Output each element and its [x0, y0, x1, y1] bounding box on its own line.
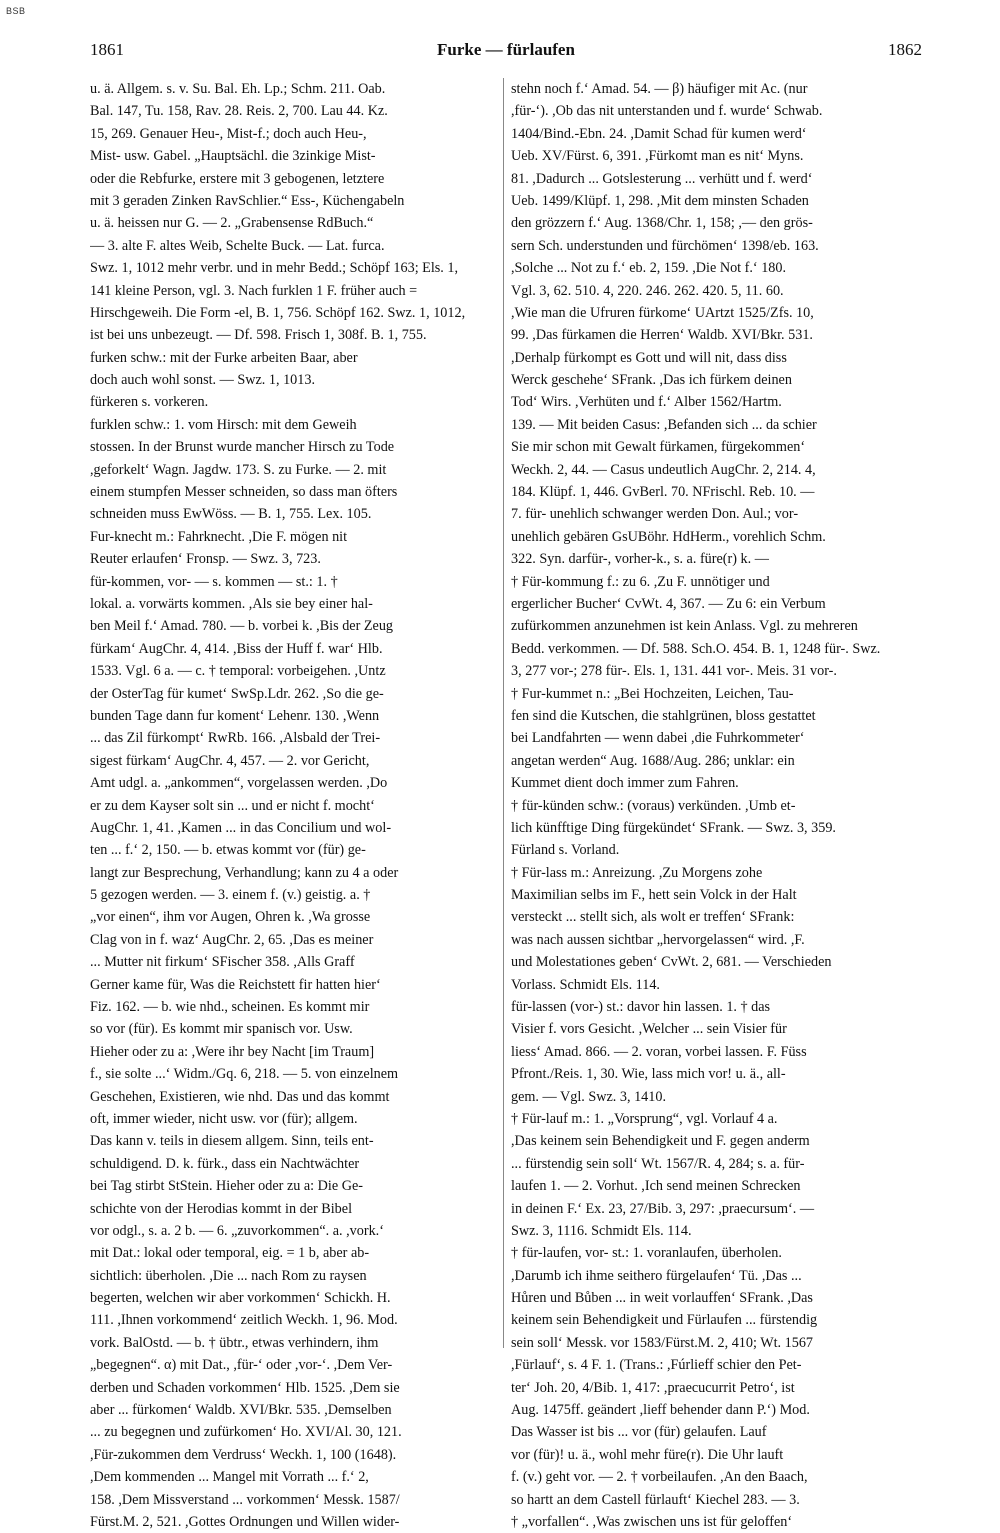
running-title: Furke — fürlaufen [437, 40, 575, 59]
text-line: mit 3 geraden Zinken RavSchlier.“ Ess-, Küchengabeln [90, 192, 405, 209]
text-line: den grözzern f.‘ Aug. 1368/Chr. 1, 158; ,— den grös- [511, 215, 813, 232]
text-line: fürkam‘ AugChr. 4, 414. ,Biss der Huff f. war‘ Hlb. [90, 640, 383, 657]
text-line: 184. Klüpf. 1, 446. GvBerl. 70. NFrischl. Reb. 10. — [511, 484, 815, 501]
text-line: und Molestationes geben‘ CvWt. 2, 681. — Verschieden [511, 954, 832, 971]
text-line: Amt udgl. a. „ankommen“, vorgelassen werden. ,Do [90, 775, 388, 792]
text-line: vor odgl., s. a. 2 b. — 6. „zuvorkommen“. a. ,vork.‘ [90, 1222, 384, 1239]
text-line: bei Tag stirbt StStein. Hieher oder zu a: Die Ge- [90, 1178, 363, 1195]
text-line: oft, immer wieder, nicht usw. vor (für); allgem. [90, 1110, 358, 1127]
text-line: 99. ,Das fürkamen die Herren‘ Waldb. XVI/Bkr. 531. [511, 327, 813, 344]
text-line: keinem sein Behendigkeit und Fürlaufen ... fürstendig [511, 1312, 818, 1329]
text-line: Das Wasser ist bis ... vor (für) gelaufen. Lauf [511, 1424, 767, 1441]
text-line: sern Sch. understunden und fürchömen‘ 1398/eb. 163. [511, 237, 819, 254]
text-line: ... das Zil fürkompt‘ RwRb. 166. ,Alsbald der Trei- [90, 730, 381, 747]
text-line: † Fur-kummet n.: „Bei Hochzeiten, Leichen, Tau- [511, 685, 794, 702]
text-line: ,für-‘). ,Ob das nit unterstanden und f. wurde‘ Schwab. [511, 103, 823, 120]
text-line: doch auch wohl sonst. — Swz. 1, 1013. [90, 372, 316, 389]
text-line: † für-laufen, vor- st.: 1. voranlaufen, überholen. [511, 1245, 782, 1262]
text-line: ist bei uns unbezeugt. — Df. 598. Frisch 1, 308f. B. 1, 755. [90, 327, 427, 344]
text-line: 111. ,Ihnen vorkommend‘ zeitlich Weckh. 1, 96. Mod. [90, 1312, 398, 1329]
text-line: bei Landfahrten — wenn dabei ,die Fuhrkommeter‘ [511, 730, 805, 747]
text-line: sigest fürkam‘ AugChr. 4, 457. — 2. vor Gericht, [90, 752, 370, 769]
text-line: stossen. In der Brunst wurde mancher Hirsch zu Tode [90, 439, 395, 456]
text-line: † Für-kommung f.: zu 6. ,Zu F. unnötiger und [511, 573, 770, 590]
right-column [511, 78, 922, 1533]
text-line: ,Dem kommenden ... Mangel mit Vorrath ... f.‘ 2, [90, 1469, 369, 1486]
text-line: „vor einen“, ihm vor Augen, Ohren k. ,Wa grosse [90, 909, 371, 926]
text-line: lokal. a. vorwärts kommen. ,Als sie bey einer hal- [90, 595, 373, 612]
text-line: 15, 269. Genauer Heu-, Mist-f.; doch auch Heu-, [90, 125, 367, 142]
text-line: vork. BalOstd. — b. † übtr., etwas verhindern, ihm [90, 1334, 379, 1351]
text-line: Tod‘ Wirs. ,Verhüten und f.‘ Alber 1562/Hartm. [511, 394, 782, 411]
text-line: der OsterTag für kumet‘ SwSp.Ldr. 262. ,So die ge- [90, 685, 384, 702]
text-line: was nach aussen sichtbar „hervorgelassen“ wird. ,F. [511, 931, 805, 948]
text-line: Kummet dient doch immer zum Fahren. [511, 775, 739, 792]
text-line: vor (für)! u. ä., wohl mehr füre(r). Die Uhr lauft [511, 1446, 784, 1463]
text-line: schneiden muss EwWöss. — B. 1, 755. Lex. 105. [90, 506, 372, 523]
text-line: ,geforkelt‘ Wagn. Jagdw. 173. S. zu Furke. — 2. mit [90, 461, 387, 478]
text-line: fürkeren s. vorkeren. [90, 394, 209, 411]
text-line: laufen 1. — 2. Vorhut. ,Ich send meinen Schrecken [511, 1178, 801, 1195]
text-line: bunden Tage dann fur koment‘ Lehenr. 130. ,Wenn [90, 707, 380, 724]
text-line: ,Das keinem sein Behendigkeit und F. gegen anderm [511, 1133, 810, 1150]
text-line: 1533. Vgl. 6 a. — c. † temporal: vorbeigehen. ,Untz [90, 663, 386, 680]
text-line: f. (v.) geht vor. — 2. † vorbeilaufen. ,An den Baach, [511, 1469, 808, 1486]
text-line: sein soll‘ Messk. vor 1583/Fürst.M. 2, 410; Wt. 1567 [511, 1334, 814, 1351]
text-line: Fur-knecht m.: Fahrknecht. ,Die F. mögen nit [90, 528, 348, 545]
text-line: Bal. 147, Tu. 158, Rav. 28. Reis. 2, 700. Lau 44. Kz. [90, 103, 388, 120]
text-line: angetan werden“ Aug. 1688/Aug. 286; unklar: ein [511, 752, 795, 769]
text-line: ergerlicher Bucher‘ CvWt. 4, 367. — Zu 6: ein Verbum [511, 595, 826, 612]
text-line: 322. Syn. darfür-, vorher-k., s. a. füre(r) k. — [511, 551, 769, 568]
text-line: 3, 277 vor-; 278 für-. Els. 1, 131. 441 vor-. Meis. 31 vor-. [511, 663, 837, 680]
text-line: furken schw.: mit der Furke arbeiten Baar, aber [90, 349, 358, 366]
text-line: 81. ,Dadurch ... Gotslesterung ... verhütt und f. werd‘ [511, 170, 813, 187]
text-line: Hirschgeweih. Die Form -el, B. 1, 756. Schöpf 162. Swz. 1, 1012, [90, 304, 466, 321]
text-line: so vor (für). Es kommt mir spanisch vor. Usw. [90, 1021, 353, 1038]
text-line: Gerner kame für, Was die Reichstett fir hatten hier‘ [90, 976, 381, 993]
text-line: Swz. 1, 1012 mehr verbr. und in mehr Bedd.; Schöpf 163; Els. 1, [90, 260, 459, 277]
text-line: so hartt an dem Castell fürlauft‘ Kiechel 283. — 3. [511, 1491, 800, 1508]
text-line: „begegnen“. α) mit Dat., ,für-‘ oder ,vor-‘. ,Dem Ver- [90, 1357, 393, 1374]
text-line: liess‘ Amad. 866. — 2. voran, vorbei lassen. F. Füss [511, 1043, 807, 1060]
page-number-right: 1862 [888, 40, 922, 59]
text-line: ,Darumb ich ihme seithero fürgelaufen‘ Tü. ,Das ... [511, 1267, 802, 1284]
text-line: 158. ,Dem Missverstand ... vorkommen‘ Messk. 1587/ [90, 1491, 400, 1508]
text-line: ,Für-zukommen dem Verdruss‘ Weckh. 1, 100 (1648). [90, 1446, 397, 1463]
left-column [90, 78, 501, 1533]
text-line: ... fürstendig sein soll‘ Wt. 1567/R. 4, 284; s. a. für- [511, 1155, 805, 1172]
page-number-left: 1861 [90, 40, 124, 59]
text-line: versteckt ... stellt sich, als wolt er treffen‘ SFrank: [511, 909, 795, 926]
text-line: u. ä. heissen nur G. — 2. „Grabensense RdBuch.“ [90, 215, 374, 232]
text-line: ... zu begegnen und zufürkomen‘ Ho. XVI/Al. 30, 121. [90, 1424, 402, 1441]
text-line: langt zur Besprechung, Verhandlung; kann zu 4 a oder [90, 864, 399, 881]
text-line: † für-künden schw.: (voraus) verkünden. ,Umb et- [511, 797, 796, 814]
text-line: für-kommen, vor- — s. kommen — st.: 1. † [90, 573, 338, 590]
text-line: Mist- usw. Gabel. „Hauptsächl. die 3zinkige Mist- [90, 148, 376, 165]
text-line: † „vorfallen“. ,Was zwischen uns ist für geloffen‘ [511, 1514, 793, 1530]
text-line: Fürland s. Vorland. [511, 842, 620, 859]
text-line: fen sind die Kutschen, die stahlgrünen, bloss gestattet [511, 707, 816, 724]
text-line: zufürkommen anzunehmen ist kein Anlass. Vgl. zu mehreren [511, 618, 858, 635]
text-line: Swz. 3, 1116. Schmidt Els. 114. [511, 1222, 692, 1239]
text-line: ten ... f.‘ 2, 150. — b. etwas kommt vor (für) ge- [90, 842, 366, 859]
text-line: einem stumpfen Messer schneiden, so dass man öfters [90, 484, 398, 501]
text-line: ,Derhalp fürkompt es Gott und will nit, dass diss [511, 349, 787, 366]
text-line: † Für-lass m.: Anreizung. ,Zu Morgens zohe [511, 864, 763, 881]
text-line: unehlich gebären GsUBöhr. HdHerm., vorehlich Schm. [511, 528, 826, 545]
text-line: AugChr. 1, 41. ,Kamen ... in das Concilium und wol- [90, 819, 392, 836]
text-line: Aug. 1475ff. geändert ,lieff behender dann P.‘) Mod. [511, 1402, 810, 1419]
text-line: ,Wie man die Ufruren fürkome‘ UArtzt 1525/Zfs. 10, [511, 304, 814, 321]
text-line: u. ä. Allgem. s. v. Su. Bal. Eh. Lp.; Schm. 211. Oab. [90, 81, 386, 97]
column-divider [503, 78, 504, 1348]
text-line: schuldigend. D. k. fürk., dass ein Nachtwächter [90, 1155, 360, 1172]
text-line: f., sie solte ...‘ Widm./Gq. 6, 218. — 5. von einzelnem [90, 1066, 399, 1083]
text-line: Bedd. verkommen. — Df. 588. Sch.O. 454. B. 1, 1248 für-. Swz. [511, 640, 881, 657]
text-line: Hůren und Bůben ... in weit vorlauffen‘ SFrank. ,Das [511, 1290, 813, 1307]
text-line: — 3. alte F. altes Weib, Schelte Buck. — Lat. furca. [90, 237, 385, 254]
text-line: sichtlich: überholen. ,Die ... nach Rom zu raysen [90, 1267, 367, 1284]
text-line: Visier f. vors Gesicht. ,Welcher ... sein Visier für [511, 1021, 787, 1038]
text-line: Hieher oder zu a: ,Were ihr bey Nacht [im Traum] [90, 1043, 375, 1060]
text-line: 1404/Bind.-Ebn. 24. ,Damit Schad für kumen werd‘ [511, 125, 807, 142]
text-line: Werck geschehe‘ SFrank. ,Das ich fürkem deinen [511, 372, 792, 389]
text-line: Fürst.M. 2, 521. ,Gottes Ordnungen und Willen wider- [90, 1514, 400, 1530]
library-stamp: BSB [6, 6, 26, 16]
text-line: 7. für- unehlich schwanger werden Don. Aul.; vor- [511, 506, 799, 523]
text-line: Sie mir schon mit Gewalt fürkamen, fürgekommen‘ [511, 439, 806, 456]
text-line: Ueb. XV/Fürst. 6, 391. ,Fürkomt man es nit‘ Myns. [511, 148, 804, 165]
text-line: schichte von der Herodias kommt in der Bibel [90, 1200, 353, 1217]
text-line: Vgl. 3, 62. 510. 4, 220. 246. 262. 420. 5, 11. 60. [511, 282, 784, 299]
text-line: mit Dat.: lokal oder temporal, eig. = 1 b, aber ab- [90, 1245, 370, 1262]
text-line: ... Mutter nit firkum‘ SFischer 358. ,Alls Graff [90, 954, 355, 971]
text-line: Ueb. 1499/Klüpf. 1, 298. ,Mit dem minsten Schaden [511, 192, 809, 209]
text-line: 141 kleine Person, vgl. 3. Nach furklen 1 F. früher auch = [90, 282, 418, 299]
text-line: † Für-lauf m.: 1. „Vorsprung“, vgl. Vorlauf 4 a. [511, 1110, 778, 1127]
text-line: Reuter erlaufen‘ Fronsp. — Swz. 3, 723. [90, 551, 321, 568]
text-line: oder die Rebfurke, erstere mit 3 gebogenen, letztere [90, 170, 385, 187]
page-header [90, 40, 922, 64]
text-line: er zu dem Kayser solt sin ... und er nicht f. mocht‘ [90, 797, 375, 814]
text-line: Fiz. 162. — b. wie nhd., scheinen. Es kommt mir [90, 999, 370, 1016]
text-line: 5 gezogen werden. — 3. einem f. (v.) geistig. a. † [90, 887, 371, 904]
text-line: Geschehen, Existieren, wie nhd. Das und das kommt [90, 1088, 390, 1105]
text-line: Pfront./Reis. 1, 30. Wie, lass mich vor! u. ä., all- [511, 1066, 786, 1083]
text-line: ter‘ Joh. 20, 4/Bib. 1, 417: ,praecucurrit Petro‘, ist [511, 1379, 795, 1396]
text-line: ben Meil f.‘ Amad. 780. — b. vorbei k. ,Bis der Zeug [90, 618, 394, 635]
text-line: stehn noch f.‘ Amad. 54. — β) häufiger mit Ac. (nur [511, 81, 808, 97]
text-line: Maximilian selbs im F., hett sein Volck in der Halt [511, 887, 797, 904]
text-line: derben und Schaden vorkommen‘ Hlb. 1525. ,Dem sie [90, 1379, 400, 1396]
text-line: lich künfftige Ding fürgekündet‘ SFrank. — Swz. 3, 359. [511, 819, 836, 836]
text-line: Weckh. 2, 44. — Casus undeutlich AugChr. 2, 214. 4, [511, 461, 816, 478]
text-line: ,Fürlauf‘, s. 4 F. 1. (Trans.: ,Fúrlieff schier den Pet- [511, 1357, 802, 1374]
text-line: Das kann v. teils in diesem allgem. Sinn, teils ent- [90, 1133, 374, 1150]
text-line: in deinen F.‘ Ex. 23, 27/Bib. 3, 297: ,praecursum‘. — [511, 1200, 815, 1217]
text-line: ,Solche ... Not zu f.‘ eb. 2, 159. ,Die Not f.‘ 180. [511, 260, 787, 277]
text-line: Clag von in f. waz‘ AugChr. 2, 65. ,Das es meiner [90, 931, 374, 948]
text-line: für-lassen (vor-) st.: davor hin lassen. 1. † das [511, 999, 771, 1016]
text-line: aber ... fürkomen‘ Waldb. XVI/Bkr. 535. ,Demselben [90, 1402, 392, 1419]
text-line: furklen schw.: 1. vom Hirsch: mit dem Geweih [90, 416, 357, 433]
text-line: Vorlass. Schmidt Els. 114. [511, 976, 660, 993]
text-line: gem. — Vgl. Swz. 3, 1410. [511, 1088, 667, 1105]
text-line: begerten, welchen wir aber vorkommen‘ Schickh. H. [90, 1290, 391, 1307]
text-line: 139. — Mit beiden Casus: ,Befanden sich ... da schier [511, 416, 817, 433]
